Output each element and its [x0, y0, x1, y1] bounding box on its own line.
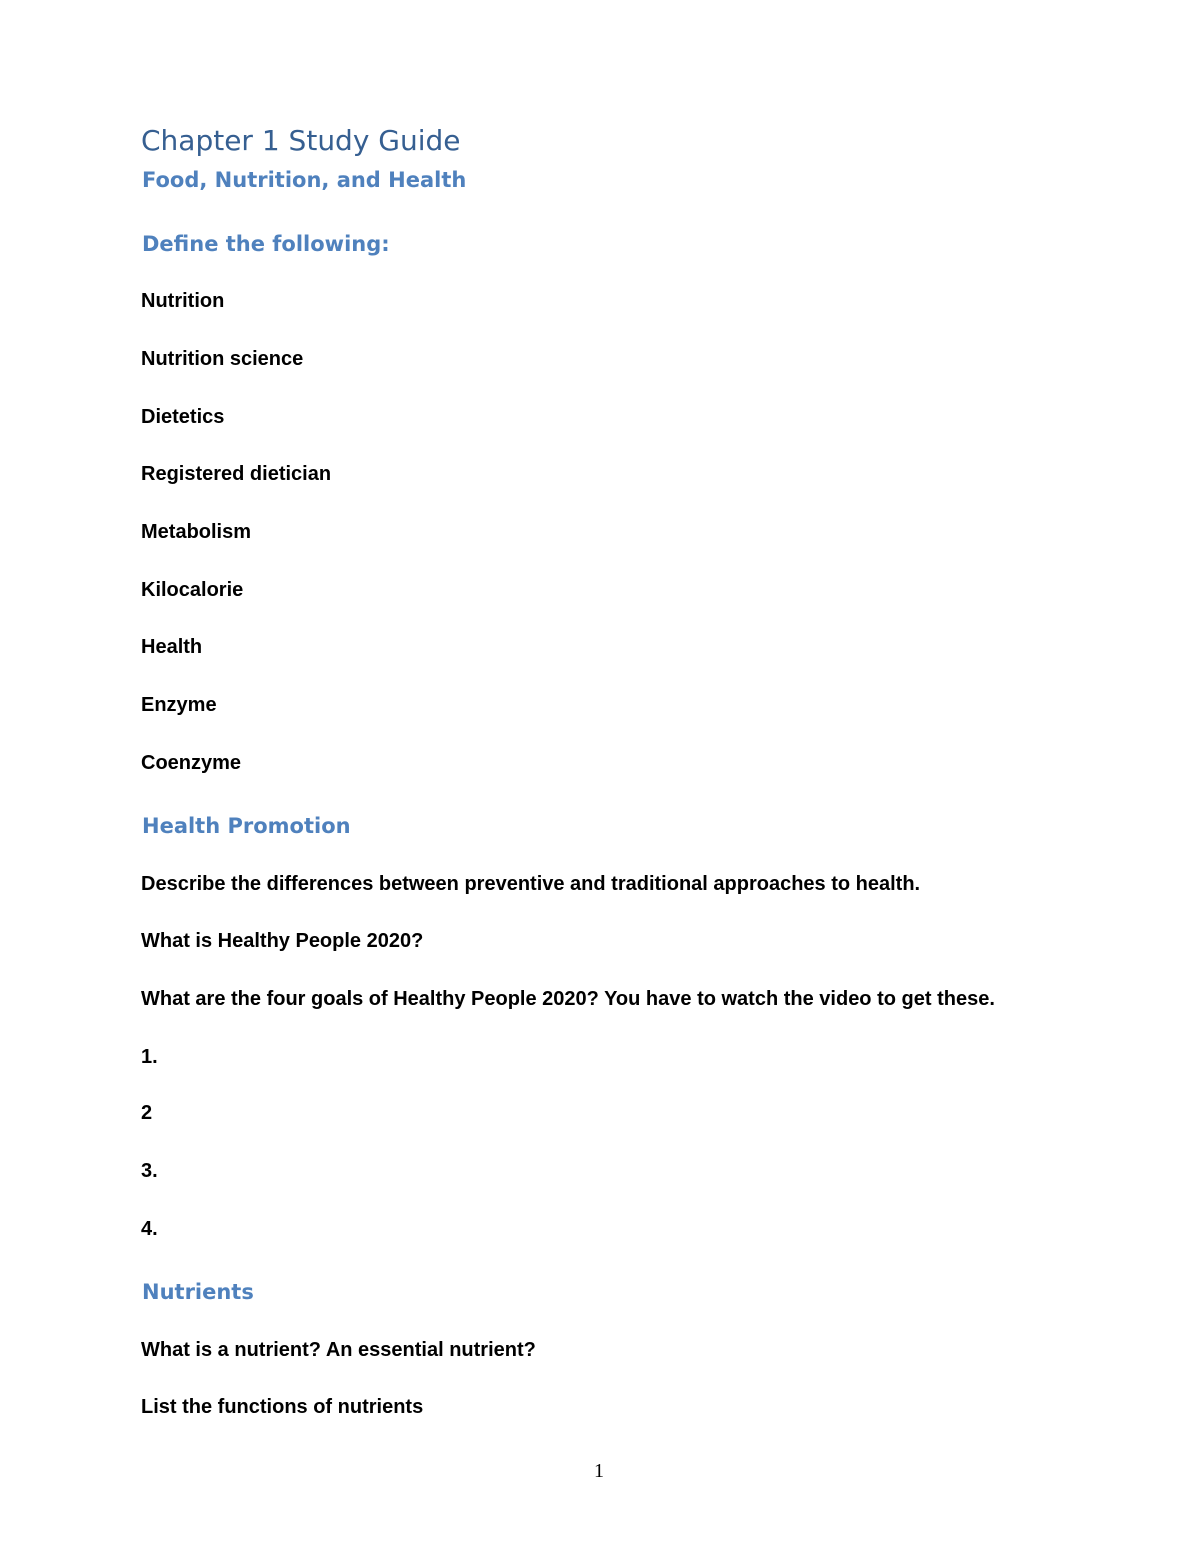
list-number: 1.: [141, 1046, 158, 1068]
section-heading-nutrients: Nutrients: [142, 1280, 254, 1304]
term-item: Nutrition: [141, 290, 225, 312]
list-number: 2: [141, 1102, 153, 1124]
list-number: 4.: [141, 1218, 158, 1240]
question-line: What is a nutrient? An essential nutrient?: [141, 1339, 536, 1361]
term-item: Enzyme: [141, 694, 217, 716]
section-heading-health-promotion: Health Promotion: [142, 814, 351, 838]
section-heading-define: Define the following:: [142, 232, 390, 256]
term-item: Kilocalorie: [141, 579, 244, 601]
question-line: Describe the differences between preventive and traditional approaches to health.: [141, 873, 921, 895]
term-item: Health: [141, 636, 203, 658]
question-line: What are the four goals of Healthy People 2020? You have to watch the video to get these.: [141, 988, 995, 1010]
document-subtitle: Food, Nutrition, and Health: [142, 168, 467, 192]
term-item: Coenzyme: [141, 752, 242, 774]
page-number: 1: [594, 1460, 604, 1482]
list-number: 3.: [141, 1160, 158, 1182]
term-item: Nutrition science: [141, 348, 304, 370]
term-item: Registered dietician: [141, 463, 332, 485]
question-line: List the functions of nutrients: [141, 1396, 424, 1418]
term-item: Dietetics: [141, 406, 225, 428]
document-title: Chapter 1 Study Guide: [141, 124, 461, 157]
term-item: Metabolism: [141, 521, 252, 543]
question-line: What is Healthy People 2020?: [141, 930, 424, 952]
